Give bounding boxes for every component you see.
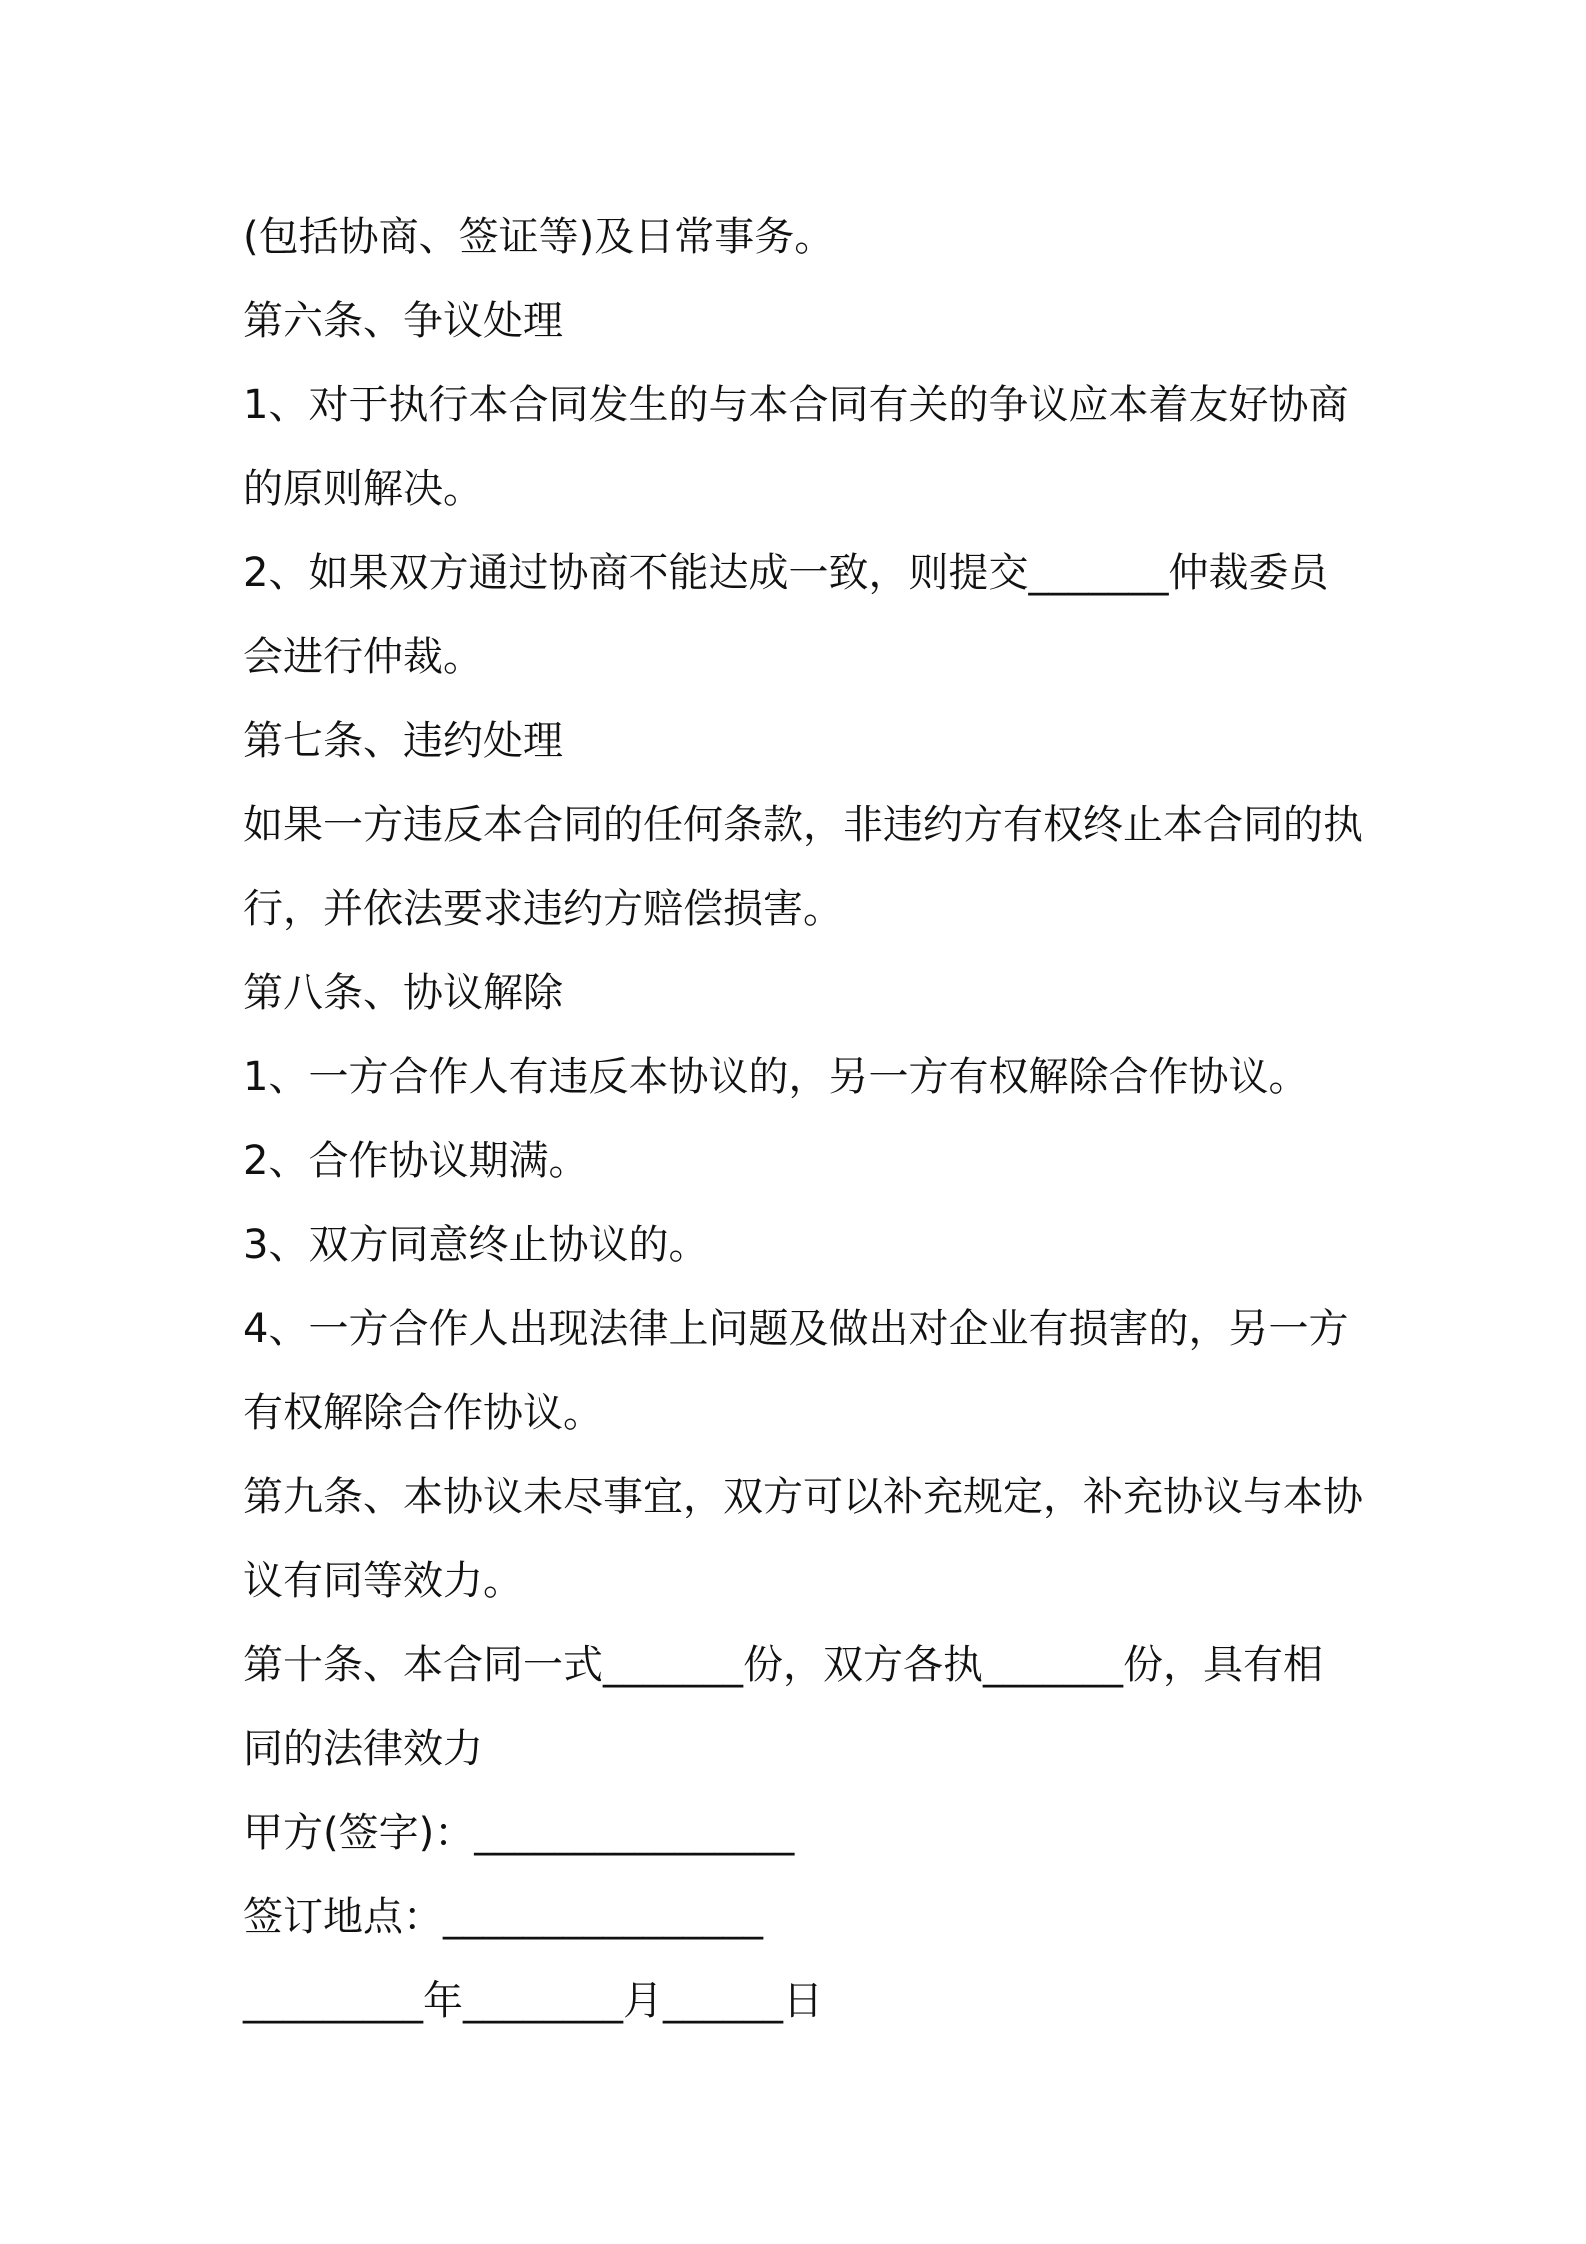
document-body <box>243 195 1363 2043</box>
signing-location-line: 签订地点：________________ <box>243 1894 763 1940</box>
text-line: 4、一方合作人出现法律上问题及做出对企业有损害的，另一方 <box>243 1306 1349 1352</box>
text-line: 行，并依法要求违约方赔偿损害。 <box>243 886 843 932</box>
text-line: 议有同等效力。 <box>243 1558 523 1604</box>
text-line: 如果一方违反本合同的任何条款，非违约方有权终止本合同的执 <box>243 802 1363 848</box>
text-line: 第九条、本协议未尽事宜，双方可以补充规定，补充协议与本协 <box>243 1474 1363 1520</box>
text-line: 1、一方合作人有违反本协议的，另一方有权解除合作协议。 <box>243 1054 1309 1100</box>
section-heading: 第六条、争议处理 <box>243 298 563 344</box>
text-line: 2、合作协议期满。 <box>243 1138 589 1184</box>
text-line: 有权解除合作协议。 <box>243 1390 603 1436</box>
signature-line-party-a: 甲方(签字)：________________ <box>243 1810 795 1856</box>
text-line: (包括协商、签证等)及日常事务。 <box>243 214 835 260</box>
text-line: 1、对于执行本合同发生的与本合同有关的争议应本着友好协商 <box>243 382 1349 428</box>
text-line: 的原则解决。 <box>243 466 483 512</box>
text-line: 会进行仲裁。 <box>243 634 483 680</box>
date-line: _________年________月______日 <box>243 1978 823 2024</box>
text-line: 同的法律效力 <box>243 1726 483 1772</box>
text-line: 3、双方同意终止协议的。 <box>243 1222 709 1268</box>
section-heading: 第八条、协议解除 <box>243 970 563 1016</box>
section-heading: 第七条、违约处理 <box>243 718 563 764</box>
text-line: 第十条、本合同一式_______份，双方各执_______份，具有相 <box>243 1642 1323 1688</box>
text-line: 2、如果双方通过协商不能达成一致，则提交_______仲裁委员 <box>243 550 1329 596</box>
